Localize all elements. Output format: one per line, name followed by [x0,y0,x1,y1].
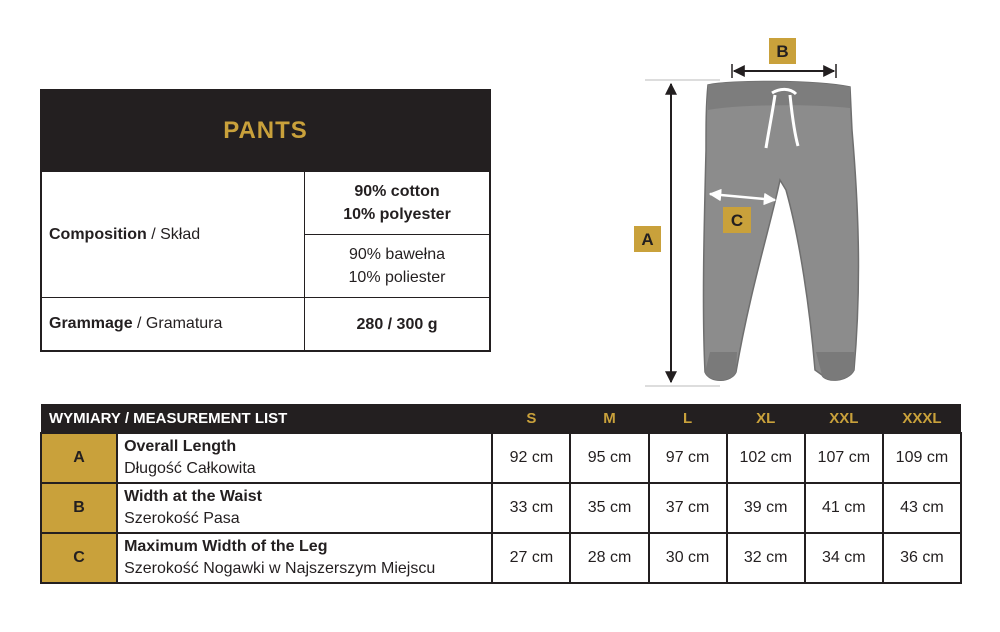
pants-illustration [600,30,880,395]
measurement-cell: 92 cm [492,433,570,483]
row-name-pl: Szerokość Nogawki w Najszerszym Miejscu [124,560,436,577]
measurement-cell: 109 cm [883,433,961,483]
composition-label [42,172,305,297]
composition-pl-line1: 90% bawełna [348,246,446,263]
row-name-en: Width at the Waist [124,488,262,505]
composition-row [42,171,489,297]
measurement-cell: 39 cm [727,483,805,533]
product-info-table [40,89,491,352]
measurement-cell: 97 cm [649,433,727,483]
size-header: XXL [805,404,883,433]
row-description [117,483,492,533]
composition-pl-line2: 10% poliester [348,269,446,286]
measurement-cell: 32 cm [727,533,805,583]
label-b: B [776,42,789,61]
measurement-cell: 95 cm [570,433,648,483]
table-row [41,483,961,533]
measurement-table [40,404,962,584]
measurement-cell: 102 cm [727,433,805,483]
measurement-header-row [41,404,961,433]
row-name-en: Maximum Width of the Leg [124,538,328,555]
composition-label-pl: / Skład [146,225,201,243]
size-header: L [649,404,727,433]
row-name-pl: Długość Całkowita [124,460,256,477]
grammage-label-en: Grammage [49,315,133,332]
size-header: XL [727,404,805,433]
composition-en [305,172,489,234]
row-name-pl: Szerokość Pasa [124,510,240,527]
measurement-cell: 37 cm [649,483,727,533]
grammage-label [42,298,305,350]
grammage-row [42,297,489,350]
table-row [41,433,961,483]
product-title: PANTS [42,91,489,171]
row-description [117,433,492,483]
grammage-value: 280 / 300 g [356,315,438,333]
composition-label-en: Composition [49,225,147,243]
table-row [41,533,961,583]
grammage-label-pl: / Gramatura [132,315,223,332]
composition-en-line2: 10% polyester [343,206,451,223]
row-letter: A [41,433,117,483]
row-name-en: Overall Length [124,438,237,455]
measurement-cell: 27 cm [492,533,570,583]
measurement-cell: 35 cm [570,483,648,533]
measurement-cell: 34 cm [805,533,883,583]
label-c: C [730,211,744,230]
measurement-cell: 28 cm [570,533,648,583]
measurement-cell: 33 cm [492,483,570,533]
composition-en-line1: 90% cotton [354,183,440,200]
label-a: A [641,230,654,249]
measurement-cell: 107 cm [805,433,883,483]
size-header: M [570,404,648,433]
size-header: XXXL [883,404,961,433]
measurement-table-title: WYMIARY / MEASUREMENT LIST [41,404,492,433]
composition-pl [305,234,489,297]
measurement-cell: 41 cm [805,483,883,533]
row-letter: C [41,533,117,583]
measurement-cell: 36 cm [883,533,961,583]
size-header: S [492,404,570,433]
row-description [117,533,492,583]
measurement-cell: 30 cm [649,533,727,583]
measurement-cell: 43 cm [883,483,961,533]
row-letter: B [41,483,117,533]
